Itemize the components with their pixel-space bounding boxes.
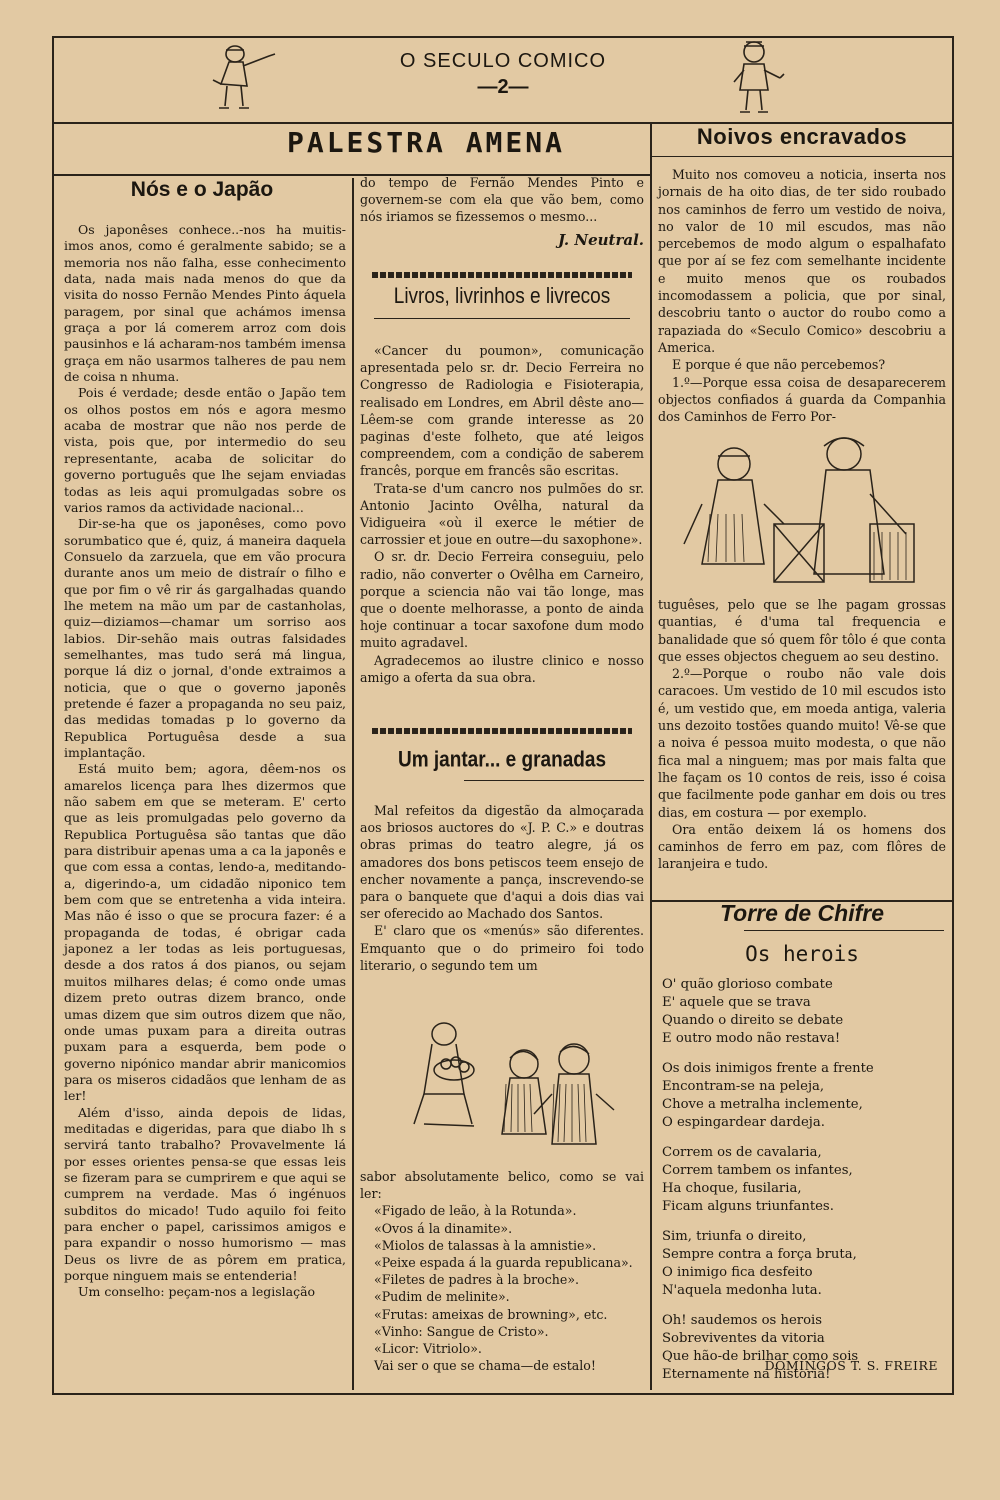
paragraph: «Cancer du poumon», comunicação apresentada pelo sr. dr. Decio Ferreira no Congresso de Radiologia e Fisioterapia, realisado em Londres, em Abril dêste ano—Lêem-se com grande interesse as 20 paginas d'este folheto, que até leigos compreendem, com a condição de saberem francês, porque em francês são escritas. — [360, 343, 644, 479]
poem-line: Correm os de cavalaria, — [662, 1145, 822, 1160]
paragraph: E porque é que não percebemos? — [672, 357, 886, 373]
poem — [662, 976, 948, 1396]
title-underline — [652, 156, 952, 157]
poem-stanza — [662, 1060, 948, 1132]
noivos-body-top — [658, 166, 946, 425]
paragraph: Ora então deixem lá os homens dos caminhos de ferro em paz, com flôres de laranjeira e tudo. — [658, 821, 946, 872]
paragraph: E' claro que os «menús» são diferentes. Emquanto que o do primeiro foi todo literario, o segundo tem um — [360, 923, 644, 973]
poem-line: N'aquela medonha luta. — [662, 1283, 822, 1298]
newspaper-page — [52, 36, 954, 1395]
poem-line: O inimigo fica desfeito — [662, 1265, 813, 1280]
ornament-divider — [372, 728, 632, 734]
noivos-body-bottom — [658, 596, 946, 873]
railway-workers-illustration — [674, 414, 934, 592]
poem-line: Quando o direito se debate — [662, 1013, 844, 1028]
poem-line: E' aquele que se trava — [662, 995, 811, 1010]
paragraph: Dir-se-ha que os japonêses, como povo sorumbatico que é, quiz, á maneira daquela Consuelo da zarzuela, que em vão procura durante anos um meio de distraír o filho e que por fim o vê rir ás gargalhadas quando lhe metem na mão um par de castanholas, quiz—diziamos—chamar um sorriso aos labios. Dir-sehão mais outras falsidades semelhantes, mas tudo será má lingua, porque lá diz o jornal, d'onde extraimos a noticia, que o que o governo japonês pretende é fazer a propaganda no seu paiz, das medidas tomadas p lo governo da Republica Portuguêsa desde a sua implantação. — [64, 516, 346, 760]
poem-line: Chove a metralha inclemente, — [662, 1097, 863, 1112]
paragraph: sabor absolutamente belico, como se vai ler: — [360, 1169, 644, 1202]
paragraph: tuguêses, pelo que se lhe pagam grossas quantias, é d'uma tal frequencia e banalidade que só quem fôr tôlo é que conta que esses objectos cheguem ao seu destino. — [658, 597, 946, 664]
paragraph: Mal refeitos da digestão da almoçarada aos briosos auctores do «J. P. C.» e doutras obras primas do teatro alegre, já os amadores dos bons petiscos teem ensejo de encher novamente a pança, inscrevendo-se para o banquete que d'aqui a dois dias vai ser oferecido ao Machado dos Santos. — [360, 803, 644, 922]
newspaper-title: O SECULO COMICO — [399, 50, 607, 72]
menu-item: «Ovos á la dinamite». — [374, 1220, 513, 1236]
article-title-livros: Livros, livrinhos e livrecos — [393, 284, 611, 309]
paragraph: 1.º—Porque essa coisa de desaparecerem objectos confiados á guarda da Companhia dos Caminhos de Ferro Por- — [658, 374, 946, 425]
poem-stanza — [662, 1312, 948, 1384]
poem-line: Ficam alguns triunfantes. — [662, 1199, 834, 1214]
jantar-menu — [360, 1168, 644, 1374]
menu-item: «Pudim de melinite». — [374, 1289, 510, 1305]
masthead — [54, 38, 952, 124]
poem-author: DOMINGOS T. S. FREIRE — [764, 1358, 938, 1373]
article-title-jantar: Um jantar... e granadas — [397, 748, 607, 773]
poem-line: E outro modo não restava! — [662, 1031, 841, 1046]
signature-neutral: J. Neutral. — [557, 230, 644, 249]
cartoon-man-right-icon — [724, 38, 794, 120]
column-1 — [64, 222, 346, 1301]
poem-title: Os herois — [745, 942, 859, 966]
poem-stanza — [662, 976, 948, 1048]
ornament-divider — [372, 272, 632, 278]
menu-item: «Figado de leão, à la Rotunda». — [374, 1203, 577, 1219]
palestra-continuation — [360, 174, 644, 249]
poem-line: Encontram-se na peleja, — [662, 1079, 825, 1094]
title-underline — [464, 780, 644, 781]
page-number: —2— — [477, 76, 529, 98]
poem-line: Ha choque, fusilaria, — [662, 1181, 802, 1196]
livros-body — [360, 342, 644, 686]
poem-line: Oh! saudemos os herois — [662, 1313, 822, 1328]
poem-line: Eternamente na historia! — [662, 1367, 831, 1382]
poem-line: Sobreviventes da vitoria — [662, 1331, 825, 1346]
poem-stanza — [662, 1144, 948, 1216]
menu-item: «Licor: Vitriolo». — [374, 1341, 482, 1357]
paragraph: 2.º—Porque o roubo não vale dois caracoes. Um vestido de 10 mil escudos isto é, um vestido que, em moeda antiga, valeria uns dezoito tostões quando muito! Vê-se que a noiva é pessoa muito modesta, o que não fica mal a ninguem; mas por mais falta que lhe façam os 10 contos de reis, isso é coisa que facilmente pode ganhar em dois ou tres dias, em costura — por exemplo. — [658, 666, 946, 820]
poem-line: Sempre contra a força bruta, — [662, 1247, 857, 1262]
article-title-noivos: Noivos encravados — [696, 124, 908, 149]
menu-item: «Filetes de padres à la broche». — [374, 1272, 580, 1288]
banquet-illustration — [384, 1014, 634, 1164]
menu-item: «Frutas: ameixas de browning», etc. — [374, 1306, 608, 1322]
paragraph: Pois é verdade; desde então o Japão tem os olhos postos em nós e agora mesmo acaba de mostrar que não nos perde de vista, pois que, por intermedio do seu representante, acaba de solicitar do governo português que lhe sejam enviadas todas as leis aqui promulgadas sobre os varios ramos da actividade nacional... — [64, 385, 346, 515]
poem-line: Que hão-de brilhar como sois — [662, 1349, 859, 1364]
paragraph: Trata-se d'um cancro nos pulmões do sr. Antonio Jacinto Ovêlha, natural da Vidigueira «où il exerce le métier de carrossier et joue en outre—du saxophone». — [360, 480, 644, 548]
poem-line: O' quão glorioso combate — [662, 977, 833, 992]
paragraph: Além d'isso, ainda depois de lidas, meditadas e digeridas, para que diabo lh s servirá tanto trabalho? Provavelmente lá por esses orientes pensa-se que essas leis se fizeram para se cumprirem e que aqui se cumprem na verdade. Mas ó ingénuos subditos do micado! Tudo aquilo foi feito para encher o papel, carissimos amigos e para expandir o nosso humorismo — mas Deus os livre de as pôrem em pratica, porque ninguem mais se entenderia! — [64, 1104, 346, 1283]
paragraph: Os japonêses conhece..-nos ha muitis-imos anos, como é geralmente sabido; se a memoria nos não falha, esse conhecimento data, nada mais nada menos do que da visita do nosso Fernão Mendes Pinto áquela paragem, por sinal que achámos imensa graça a por lá comerem arroz com dois pausinhos e lá acharam-nos também imensa graça em não usarmos talheres de pau nem de coisa n nhuma. — [64, 222, 346, 385]
poem-line: Os dois inimigos frente a frente — [662, 1061, 874, 1076]
poem-line: O espingardear dardeja. — [662, 1115, 825, 1130]
title-underline — [744, 930, 944, 931]
column-rule-right — [650, 124, 652, 1390]
paragraph: Agradecemos ao ilustre clinico e nosso amigo a oferta da sua obra. — [360, 652, 644, 685]
paragraph: Um conselho: peçam-nos a legislação — [78, 1284, 316, 1300]
poem-line: Correm tambem os infantes, — [662, 1163, 853, 1178]
poem-line: Sim, triunfa o direito, — [662, 1229, 807, 1244]
paragraph: do tempo de Fernão Mendes Pinto e governem-se com ela que vão bem, como nós iriamos se fizessemos o mesmo... — [360, 175, 644, 225]
article-title-japao: Nós e o Japão — [130, 178, 274, 201]
menu-item: «Vinho: Sangue de Cristo». — [374, 1323, 549, 1339]
title-underline — [374, 318, 630, 319]
poem-stanza — [662, 1228, 948, 1300]
column-rule-left — [352, 178, 354, 1390]
menu-item: «Peixe espada á la guarda republicana». — [374, 1255, 633, 1271]
jantar-body — [360, 802, 644, 974]
section-title-palestra: PALESTRA AMENA — [286, 126, 565, 159]
article-title-torre: Torre de Chifre — [719, 900, 884, 926]
menu-list — [360, 1202, 644, 1374]
paragraph: O sr. dr. Decio Ferreira conseguiu, pelo radio, não converter o Ovêlha em Carneiro, porque a sciencia não vai tão longe, mas que o doente melhorasse, a ponto de ainda hoje continuar a tocar saxofone dum modo muito agradavel. — [360, 549, 644, 651]
menu-item: Vai ser o que se chama—de estalo! — [374, 1358, 596, 1374]
menu-item: «Miolos de talassas à la amnistie». — [374, 1237, 597, 1253]
paragraph: Muito nos comoveu a noticia, inserta nos jornais de ha oito dias, de ter sido roubado nos caminhos de ferro um vestido de noiva, no valor de 10 mil escudos, mas não percebemos de modo algum o espalhafato que por aí se fez com semelhante incidente e muito menos que os roubados incomodassem a policia, que por sinal, descobriu tanto o auctor do roubo como a rapaziada do «Seculo Comico» descobriu a America. — [658, 167, 946, 355]
paragraph: Está muito bem; agora, dêem-nos os amarelos licença para lhes dizermos que não sabem em que se meteram. E' certo que as leis promulgadas pelo governo da Republica Portuguêsa são tantas que dão para distribuir apenas uma a ca la japonês e que com essa a contas, lendo-a, meditando-a, digerindo-a, um cidadão niponico tem bem com que se entretenha a vida inteira. Mas não é isso o que se procura fazer: é a propaganda de todas, é obrigar cada japonez a ler todas as leis portuguesas, desde a dos ratos á dos pianos, ou sejam muitos milhares delas; é como onde umas dizem preto outras dizem branco, onde umas dizem que sim outros dizem que não, onde umas puxam para a direita outras puxam para a esquerda, bem pode o governo nipónico mandar abrir manicomios para os miseros cidadãos que lenham de as ler! — [64, 761, 346, 1104]
